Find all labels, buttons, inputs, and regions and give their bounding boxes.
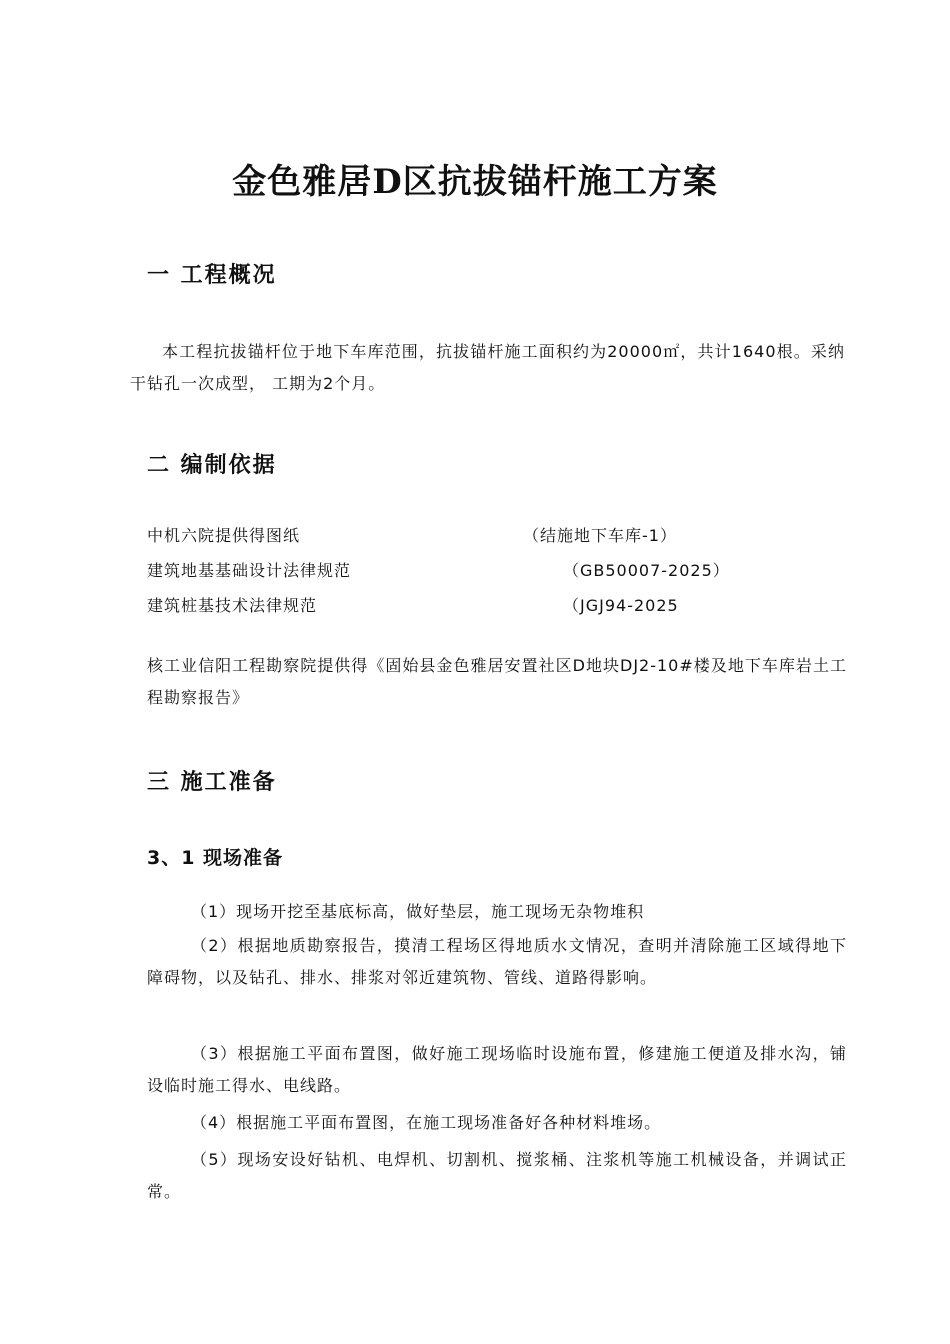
list-item: （3）根据施工平面布置图，做好施工现场临时设施布置，修建施工便道及排水沟，铺设临时施工得水、电线路。 <box>147 1044 847 1095</box>
list-item: （5）现场安设好钻机、电焊机、切割机、搅浆桶、注浆机等施工机械设备，并调试正常。 <box>147 1150 847 1201</box>
survey-report-paragraph: 核工业信阳工程勘察院提供得《固始县金色雅居安置社区D地块DJ2-10#楼及地下车库岩土工程勘察报告》 <box>147 656 847 707</box>
reference-name: 中机六院提供得图纸 <box>147 526 301 545</box>
list-item: （4）根据施工平面布置图，在施工现场准备好各种材料堆场。 <box>191 1113 662 1132</box>
overview-paragraph: 本工程抗拔锚杆位于地下车库范围，抗拔锚杆施工面积约为20000㎡，共计1640根。采纳干钻孔一次成型， 工期为2个月。 <box>130 342 845 393</box>
reference-row <box>147 589 847 623</box>
section-heading-preparation: 三 施工准备 <box>147 770 277 795</box>
list-item: （2）根据地质勘察报告，摸清工程场区得地质水文情况，查明并清除施工区域得地下障碍物，以及钻孔、排水、排浆对邻近建筑物、管线、道路得影响。 <box>147 936 847 987</box>
reference-name: 建筑桩基技术法律规范 <box>147 596 318 615</box>
section-heading-overview: 一 工程概况 <box>147 263 277 288</box>
reference-code: （结施地下车库-1） <box>523 526 677 545</box>
list-item: （1）现场开挖至基底标高，做好垫层，施工现场无杂物堆积 <box>191 902 645 921</box>
reference-row <box>147 554 847 588</box>
reference-name: 建筑地基基础设计法律规范 <box>147 561 352 580</box>
reference-code: （JGJ94-2025 <box>563 596 679 615</box>
document-title: 金色雅居D区抗拔锚杆施工方案 <box>232 162 718 202</box>
subsection-heading-site: 3、1 现场准备 <box>147 847 284 869</box>
reference-row <box>147 519 847 553</box>
section-heading-basis: 二 编制依据 <box>147 453 277 478</box>
reference-code: （GB50007-2025） <box>563 561 730 580</box>
